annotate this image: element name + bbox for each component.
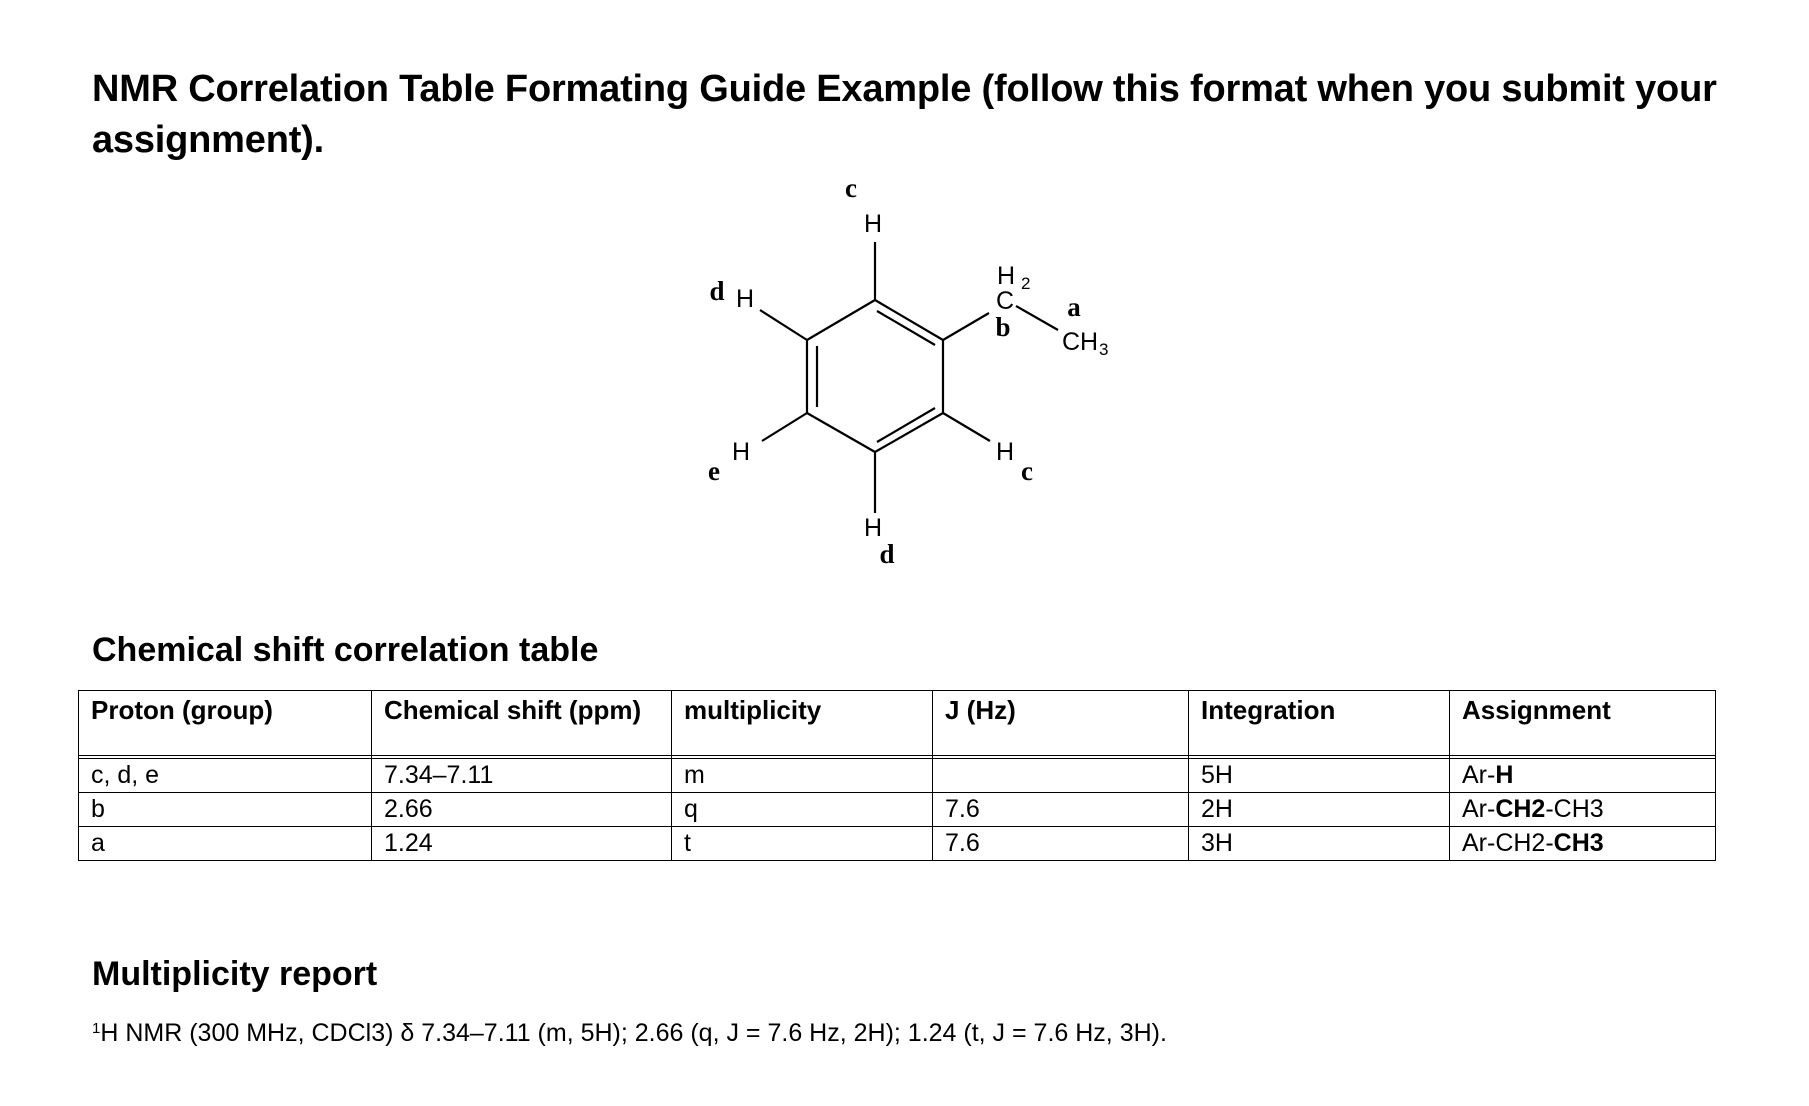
cell-assignment: [1450, 827, 1716, 861]
shift-correlation-table: [78, 690, 1716, 861]
atom-h-lower-left: H: [731, 438, 751, 466]
table-row: [79, 759, 1716, 793]
cell-integration: 3H: [1189, 827, 1450, 861]
label-c-lower-right: c: [1021, 456, 1033, 486]
atom-h-ch2-subscript: 2: [1021, 274, 1031, 293]
cell-proton: c, d, e: [79, 759, 372, 793]
atom-h-upper-left: H: [735, 285, 755, 313]
shift-table-heading: Chemical shift correlation table: [92, 631, 599, 669]
atom-ch3-subscript: 3: [1099, 340, 1109, 359]
cell-integration: 2H: [1189, 793, 1450, 827]
table-header-row: [79, 691, 1716, 756]
table-row: [79, 827, 1716, 861]
cell-j: 7.6: [933, 793, 1189, 827]
cell-multiplicity: t: [672, 827, 933, 861]
cell-assignment: [1450, 759, 1716, 793]
atom-h-bottom: H: [863, 514, 883, 542]
cell-integration: 5H: [1189, 759, 1450, 793]
cell-j: [933, 759, 1189, 793]
cell-multiplicity: q: [672, 793, 933, 827]
assignment-prefix: Ar-: [1462, 761, 1496, 789]
label-d-upper-left: d: [709, 276, 725, 306]
atom-ch3: CH: [1062, 328, 1099, 356]
assignment-prefix: Ar-CH2-: [1462, 829, 1554, 857]
label-e-lower-left: e: [708, 456, 720, 486]
cell-proton: a: [79, 827, 372, 861]
column-header-integration: Integration: [1189, 691, 1450, 756]
column-header-j: J (Hz): [933, 691, 1189, 756]
cell-shift: 1.24: [372, 827, 672, 861]
cell-shift: 2.66: [372, 793, 672, 827]
column-header-proton: Proton (group): [79, 691, 372, 756]
cell-proton: b: [79, 793, 372, 827]
report-body: H NMR (300 MHz, CDCl3) δ 7.34–7.11 (m, 5H); 2.66 (q, J = 7.6 Hz, 2H); 1.24 (t, J = 7.6 Hz, 3H).: [100, 1019, 1167, 1047]
cell-j: 7.6: [933, 827, 1189, 861]
assignment-suffix: -CH3: [1545, 795, 1604, 823]
column-header-assignment: Assignment: [1450, 691, 1716, 756]
label-c-top: c: [845, 173, 857, 203]
assignment-bold: CH3: [1553, 829, 1604, 857]
isotope-superscript: 1: [92, 1020, 101, 1037]
atom-h-ch2: H: [996, 262, 1016, 290]
atom-h-top: H: [863, 210, 883, 238]
assignment-bold: CH2: [1495, 795, 1546, 823]
multiplicity-report-heading: Multiplicity report: [92, 955, 378, 993]
column-header-multiplicity: multiplicity: [672, 691, 933, 756]
atom-h-lower-right: H: [995, 438, 1015, 466]
page-title: NMR Correlation Table Formating Guide Example (follow this format when you submit your assignment).: [92, 68, 1717, 161]
assignment-prefix: Ar-: [1462, 795, 1496, 823]
cell-assignment: [1450, 793, 1716, 827]
table-row: [79, 793, 1716, 827]
atom-c-ch2: C: [995, 287, 1015, 315]
label-d-bottom: d: [879, 539, 895, 569]
label-b-ch2: b: [995, 312, 1011, 342]
column-header-shift: Chemical shift (ppm): [372, 691, 672, 756]
cell-shift: 7.34–7.11: [372, 759, 672, 793]
multiplicity-report-text: [92, 1012, 1167, 1050]
assignment-bold: H: [1495, 761, 1514, 789]
label-a-ch3: a: [1067, 292, 1081, 322]
cell-multiplicity: m: [672, 759, 933, 793]
